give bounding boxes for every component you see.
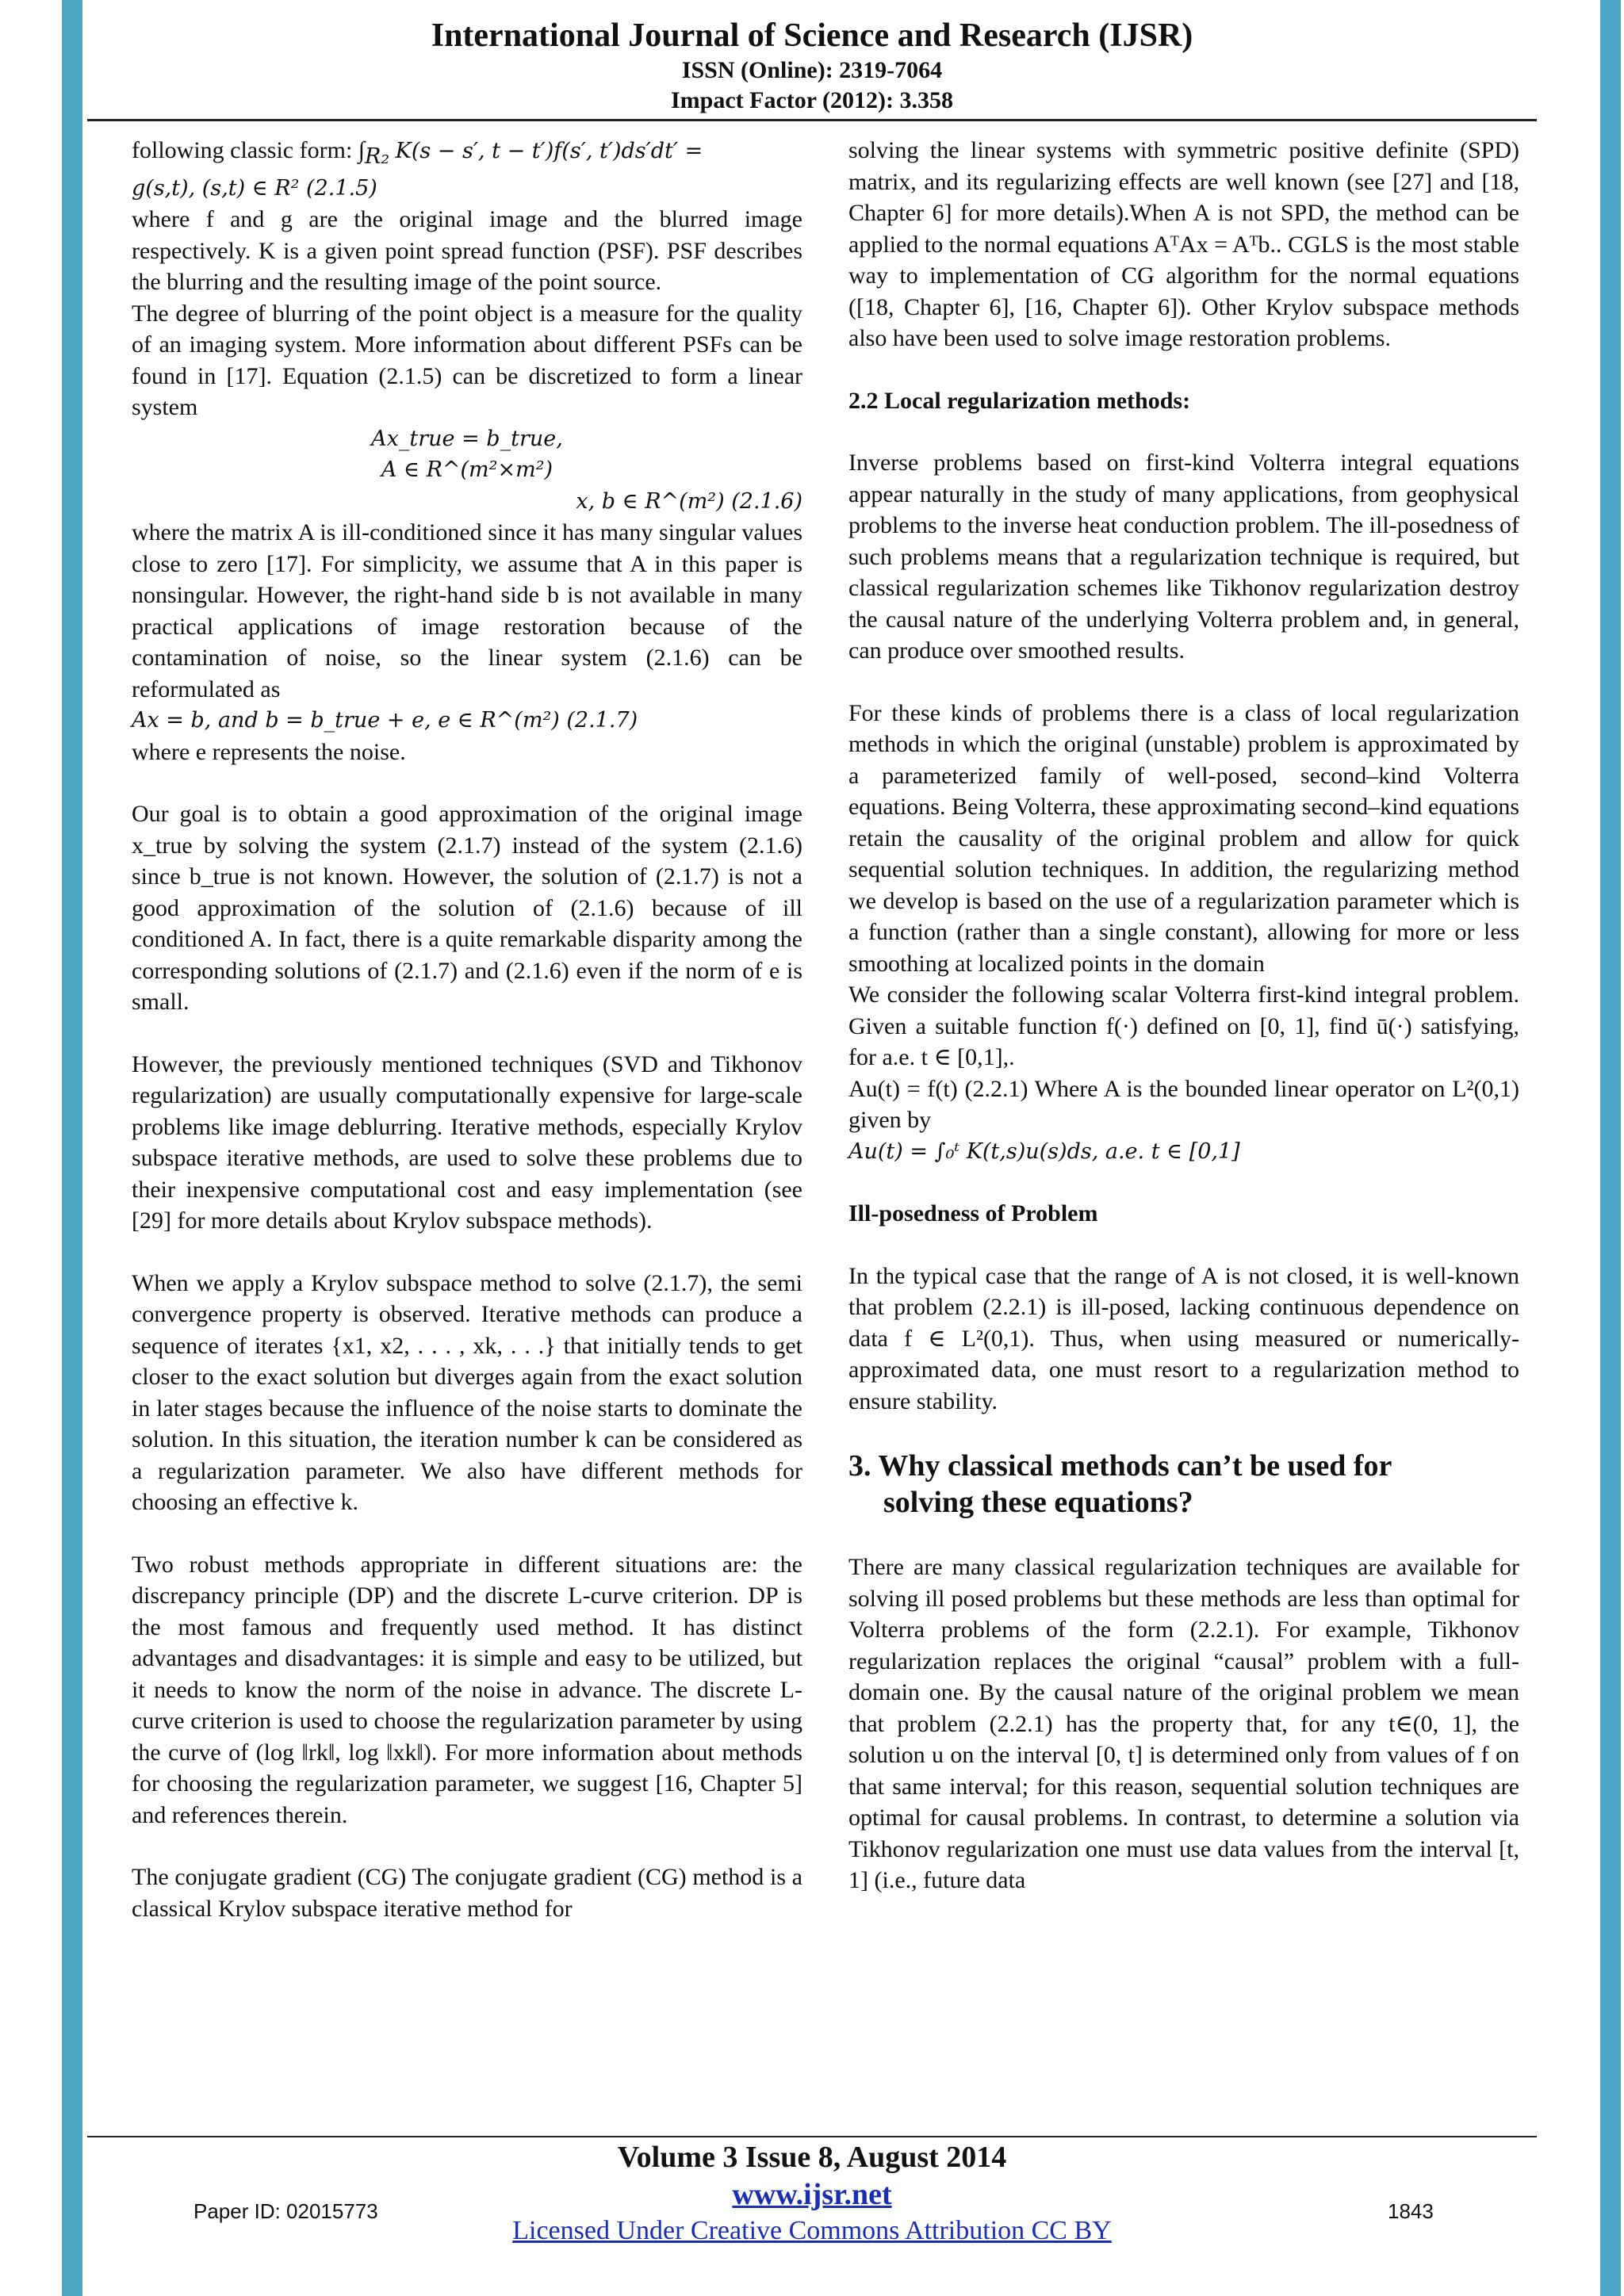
- page-number: 1843: [1388, 2199, 1434, 2223]
- paragraph: In the typical case that the range of A is not closed, it is well-known that problem (2.2.1) is ill-posed, lacking continuous dependence on data f ∈ L²(0,1). Thus, when using measured or numerically-approximated data, one must resort to a regularization method to ensure stability.: [848, 1262, 1519, 1414]
- journal-title: International Journal of Science and Research (IJSR): [431, 17, 1193, 54]
- spacer: [848, 354, 1519, 385]
- issn: ISSN (Online): 2319-7064: [681, 57, 943, 83]
- paper-id: Paper ID: 02015773: [193, 2199, 378, 2223]
- integral-expression: K(s − s′, t − t′)f(s′, t′)ds′dt′ =: [395, 139, 703, 163]
- journal-header: [0, 16, 1624, 116]
- volume-issue: Volume 3 Issue 8, August 2014: [617, 2141, 1007, 2174]
- paragraph: However, the previously mentioned techniques (SVD and Tikhonov regularization) are usually computationally expensive for large-scale problems like image deblurring. Iterative methods, especially Krylov subspace iterative methods, are used to solve these problems due to their inexpensive computational cost and easy implementation (see [29] for more details about Krylov subspace methods).: [132, 1050, 802, 1234]
- paragraph: where the matrix A is ill-conditioned since it has many singular values close to zero [17]. For simplicity, we assume that A in this paper is nonsingular. However, the right-hand side b is not available in many practical applications of image restoration because of the contamination of noise, so the linear system (2.1.6) can be reformulated as: [132, 519, 802, 702]
- equation-volterra-operator: Au(t) = ∫₀ᵗ K(t,s)u(s)ds, a.e. t ∈ [0,1]: [848, 1138, 1240, 1164]
- section-heading-3: 3. Why classical methods can’t be used for solving these equations?: [848, 1449, 1392, 1519]
- paragraph: The conjugate gradient (CG) The conjugate gradient (CG) method is a classical Krylov subspace iterative method for: [132, 1864, 802, 1922]
- integral-subscript: R₂: [365, 144, 390, 169]
- subheading-ill-posedness: Ill-posedness of Problem: [848, 1200, 1098, 1226]
- spacer: [848, 1521, 1519, 1552]
- paragraph: where f and g are the original image and the blurred image respectively. K is a given point spread function (PSF). PSF describes the blurring and the resulting image of the point source.: [132, 206, 802, 295]
- paragraph: Our goal is to obtain a good approximation of the original image x_true by solving the system (2.1.7) instead of the system (2.1.6) since b_true is not known. However, the solution of (2.1.7) is not a good approximation of the solution of (2.1.6) because of ill conditioned A. In fact, there is a quite remarkable disparity among the corresponding solutions of (2.1.7) and (2.1.6) even if the norm of e is small.: [132, 801, 802, 1015]
- footer-rule: [87, 2136, 1537, 2137]
- spacer: [848, 1230, 1519, 1261]
- paragraph: There are many classical regularization techniques are available for solving ill posed problems but these methods are less than optimal for Volterra problems of the form (2.2.1). For example, Tikhonov regularization replaces the original “causal” problem with a full-domain one. By the causal nature of the original problem we mean that problem (2.2.1) has the property that, for any t∈(0, 1], the solution u on the interval [0, t] is determined only from values of f on that same interval; for this reason, sequential solution techniques are optimal for causal problems. In contrast, to determine a solution via Tikhonov regularization one must use data values from the interval [t, 1] (i.e., future data: [848, 1554, 1519, 1893]
- paragraph: The degree of blurring of the point object is a measure for the quality of an imaging system. More information about different PSFs can be found in [17]. Equation (2.1.5) can be discretized to form a linear system: [132, 300, 802, 420]
- license-link[interactable]: Licensed Under Creative Commons Attribution CC BY: [512, 2216, 1112, 2245]
- equation-2-1-7: Ax = b, and b = b_true + e, e ∈ R^(m²) (2.1.7): [132, 708, 638, 733]
- paragraph: Inverse problems based on first-kind Volterra integral equations appear naturally in the study of many applications, from geophysical problems to the inverse heat conduction problem. The ill-posedness of such problems means that a regularization technique is required, but classical regularization schemes like Tikhonov regularization destroy the causal nature of the underlying Volterra problem and, in general, can produce over smoothed results.: [848, 450, 1519, 664]
- paragraph: Two robust methods appropriate in different situations are: the discrepancy principle (DP) and the discrete L-curve criterion. DP is the most famous and frequently used method. It has distinct advantages and disadvantages: it is simple and easy to be utilized, but it needs to know the norm of the noise in advance. The discrete L-curve criterion is used to choose the regularization parameter by using the curve of (log ‖rk‖, log ‖xk‖). For more information about methods for choosing the regularization parameter, we suggest [16, Chapter 5] and references therein.: [132, 1551, 802, 1828]
- integral-line: following classic form: $\int_{R_2}$ K(s − s′, t − t′)f(s′, t′)ds′dt′ =: [132, 137, 703, 169]
- section-heading-2-2: 2.2 Local regularization methods:: [848, 387, 1191, 414]
- equation-2-1-6: x, b ∈ R^(m²) (2.1.6): [576, 488, 802, 514]
- spacer: [132, 1518, 802, 1549]
- header-rule: [87, 119, 1537, 121]
- paragraph: We consider the following scalar Volterra first-kind integral problem. Given a suitable function f(·) defined on [0, 1], find ū(·) satisfying, for a.e. t ∈ [0,1],.: [848, 982, 1519, 1070]
- paragraph: For these kinds of problems there is a class of local regularization methods in which the original (unstable) problem is approximated by a parameterized family of well-posed, second–kind Volterra equations. Being Volterra, these approximating second–kind equations retain the causality of the original problem and allow for quick sequential solution techniques. In addition, the regularizing method we develop is based on the use of a regularization parameter which is a function (rather than a single constant), allowing for more or less smoothing at localized points in the domain: [848, 699, 1519, 977]
- spacer: [848, 1167, 1519, 1198]
- impact-factor: Impact Factor (2012): 3.358: [670, 87, 954, 113]
- spacer: [132, 1237, 802, 1268]
- equation-matrix-space: A ∈ R^(m²×m²): [381, 457, 553, 482]
- left-column: [132, 135, 802, 1924]
- paragraph: When we apply a Krylov subspace method to solve (2.1.7), the semi convergence property is observed. Iterative methods can produce a sequence of iterates {x1, x2, . . . , xk, . . .} that initially tends to get closer to the exact solution but diverges again from the exact solution in later stages because the influence of the noise starts to dominate the solution. In this situation, the iteration number k can be considered as a regularization parameter. We also have different methods for choosing an effective k.: [132, 1269, 802, 1515]
- equation-2-1-5: g(s,t), (s,t) ∈ R² (2.1.5): [132, 175, 377, 201]
- equation-linear-system: Ax_true = b_true,: [371, 426, 563, 451]
- spacer: [132, 767, 802, 798]
- spacer: [132, 1018, 802, 1049]
- right-column: [848, 135, 1519, 1896]
- spacer: [132, 1831, 802, 1862]
- spacer: [848, 667, 1519, 698]
- paragraph: solving the linear systems with symmetric positive definite (SPD) matrix, and its regularizing effects are well known (see [27] and [18, Chapter 6] for more details).When A is not SPD, the method can be applied to the normal equations AᵀAx = Aᵀb.. CGLS is the most stable way to implementation of CG algorithm for the normal equations ([18, Chapter 6], [16, Chapter 6]). Other Krylov subspace methods also have been used to solve image restoration problems.: [848, 137, 1519, 351]
- left-accent-bar: [62, 0, 82, 2296]
- journal-website-link[interactable]: www.ijsr.net: [732, 2178, 892, 2211]
- paragraph: Au(t) = f(t) (2.2.1) Where A is the bounded linear operator on L²(0,1) given by: [848, 1075, 1519, 1133]
- right-accent-bar: [1600, 0, 1621, 2296]
- spacer: [848, 416, 1519, 447]
- paragraph: where e represents the noise.: [132, 738, 406, 765]
- spacer: [848, 1417, 1519, 1448]
